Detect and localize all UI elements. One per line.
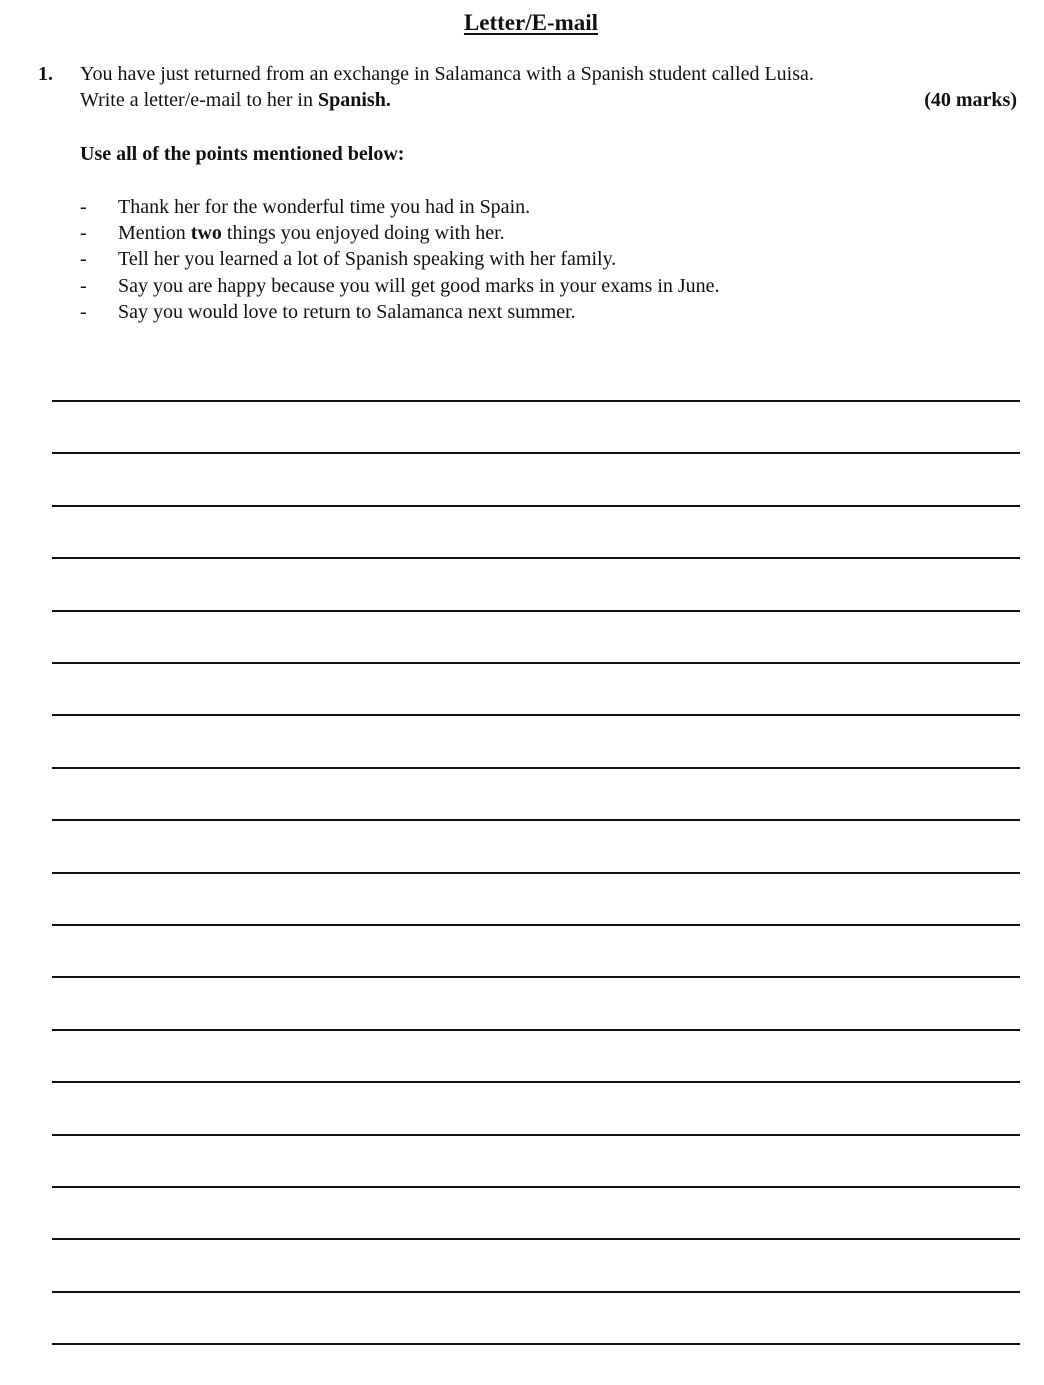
point-dash: - xyxy=(80,222,87,245)
point-text xyxy=(118,194,530,220)
point-text-start: Tell her you learned a lot of Spanish speaking with her family. xyxy=(118,248,617,271)
point-text xyxy=(118,246,616,272)
page-title: Letter/E-mail xyxy=(463,10,599,35)
point-text-bold: two xyxy=(190,222,222,245)
writing-line[interactable] xyxy=(52,1134,1020,1136)
point-text xyxy=(118,299,576,325)
writing-line[interactable] xyxy=(52,557,1020,559)
instruction: Use all of the points mentioned below: xyxy=(80,143,405,165)
writing-line[interactable] xyxy=(52,1029,1020,1031)
writing-line[interactable] xyxy=(52,872,1020,874)
point-text-start: Say you are happy because you will get good marks in your exams in June. xyxy=(118,274,720,297)
writing-line[interactable] xyxy=(52,505,1020,507)
writing-line[interactable] xyxy=(52,714,1020,716)
question-marks: (40 marks) xyxy=(924,89,1017,111)
point-text-end: things you enjoyed doing with her. xyxy=(221,222,505,245)
point-text xyxy=(118,220,505,246)
writing-line[interactable] xyxy=(52,819,1020,821)
question-prompt-line-2 xyxy=(80,89,391,112)
question-language: Spanish. xyxy=(317,89,391,111)
question-prompt-line-1: You have just returned from an exchange in Salamanca with a Spanish student called Luisa. xyxy=(80,63,814,85)
point-text-start: Say you would love to return to Salamanca next summer. xyxy=(118,300,576,323)
writing-line[interactable] xyxy=(52,1186,1020,1188)
writing-line[interactable] xyxy=(52,610,1020,612)
writing-line[interactable] xyxy=(52,452,1020,454)
point-text-start: Thank her for the wonderful time you had in Spain. xyxy=(118,196,531,218)
writing-line[interactable] xyxy=(52,924,1020,926)
writing-line[interactable] xyxy=(52,1343,1020,1345)
writing-line[interactable] xyxy=(52,767,1020,769)
writing-line[interactable] xyxy=(52,1291,1020,1293)
question-number: 1. xyxy=(38,63,53,85)
writing-line[interactable] xyxy=(52,976,1020,978)
point-dash: - xyxy=(80,274,87,297)
writing-line[interactable] xyxy=(52,1081,1020,1083)
point-dash: - xyxy=(80,248,87,271)
point-dash: - xyxy=(80,300,87,323)
writing-line[interactable] xyxy=(52,662,1020,664)
writing-line[interactable] xyxy=(52,400,1020,402)
point-text-start: Mention xyxy=(118,222,191,245)
question-prompt-text: Write a letter/e-mail to her in xyxy=(80,89,318,111)
point-text xyxy=(118,273,720,299)
point-dash: - xyxy=(80,196,87,218)
writing-line[interactable] xyxy=(52,1238,1020,1240)
